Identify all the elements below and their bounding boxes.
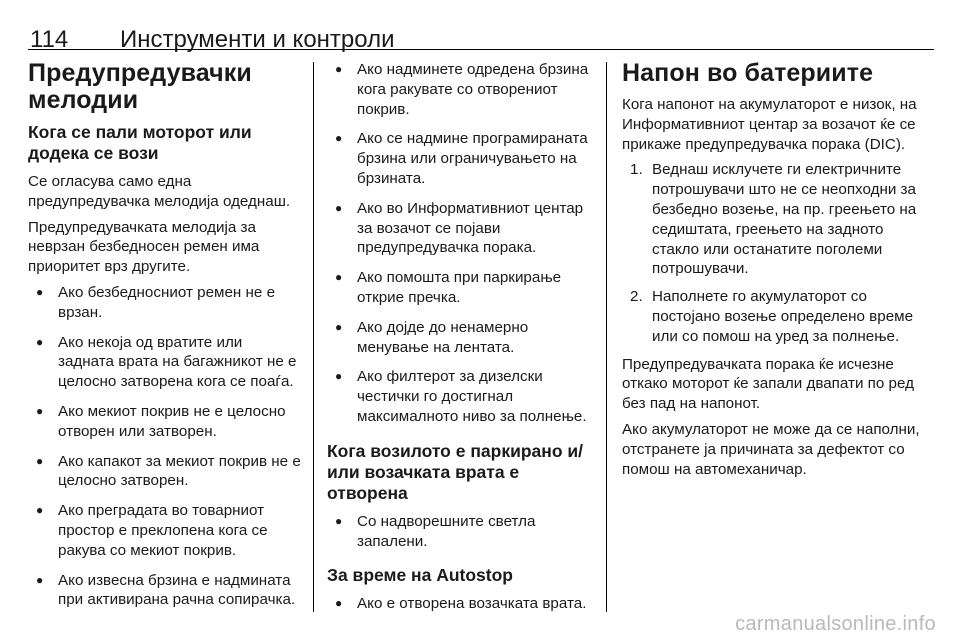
- paragraph: Кога напонот на акумулаторот е низок, на Информативниот центар за возачот ќе се прикаже предупредувачка порака (DIC).: [622, 96, 917, 153]
- list-item: ● Ако капакот за мекиот покрив не е целосно затворен.: [28, 452, 302, 492]
- subheading-parked: Кога возилото е паркирано и/или возачката врата е отворена: [327, 440, 583, 503]
- list-item: ● Ако помошта при паркирање открие пречка.: [327, 268, 595, 308]
- paragraph: Предупредувачката мелодија за неврзан безбедносен ремен има приоритет врз другите.: [28, 218, 260, 276]
- list-item: ● Ако се надмине програмираната брзина или ограничувањето на брзината.: [327, 129, 595, 188]
- list-item: ● Ако дојде до ненамерно менување на лентата.: [327, 318, 595, 358]
- chapter-title: Инструменти и контроли: [120, 26, 395, 53]
- list-item: ● Ако во Информативниот центар за возачот се појави предупредувачка порака.: [327, 199, 595, 258]
- bullet-list: [327, 594, 595, 614]
- paragraph: Предупредувачката порака ќе исчезне откако моторот ќе запали двапати по ред без пад на напонот.: [622, 355, 914, 413]
- list-item: ● Ако е отворена возачката врата.: [327, 594, 595, 614]
- list-item: ● Ако филтерот за дизелски честички го достигнал максималното ниво за полнење.: [327, 367, 595, 426]
- column-1: [28, 60, 302, 620]
- step-number: 2.: [630, 288, 643, 306]
- header-rule: [28, 49, 934, 50]
- list-item: ● Ако преградата во товарниот простор е преклопена кога се ракува со мекиот покрив.: [28, 501, 302, 560]
- list-item: [628, 160, 934, 279]
- watermark: carmanualsonline.info: [735, 613, 936, 635]
- subheading-autostop: За време на Autostop: [327, 565, 513, 586]
- bullet-list: [327, 60, 595, 427]
- step-number: 1.: [630, 161, 643, 179]
- section-heading-battery-voltage: Напон во батериите: [622, 59, 874, 87]
- list-item: ● Ако безбедносниот ремен не е врзан.: [28, 283, 302, 323]
- column-divider: [606, 62, 607, 612]
- column-3: [622, 60, 934, 485]
- column-2: [327, 60, 595, 624]
- page-number: 114: [30, 26, 69, 53]
- list-item: ● Ако надминете одредена брзина кога ракувате со отворениот покрив.: [327, 60, 595, 119]
- list-item: ● Со надворешните светла запалени.: [327, 512, 595, 552]
- subheading-engine-start: Кога се пали моторот или додека се вози: [28, 122, 252, 163]
- list-item: [628, 287, 934, 346]
- list-item: ● Ако извесна брзина е надмината при активирана рачна сопирачка.: [28, 571, 302, 611]
- paragraph: Се огласува само една предупредувачка мелодија одеднаш.: [28, 173, 291, 210]
- bullet-list: [327, 512, 595, 552]
- step-text: Наполнете го акумулаторот со постојано возење определено време или со помош на уред за полнење.: [652, 288, 914, 345]
- list-item: ● Ако мекиот покрив не е целосно отворен или затворен.: [28, 402, 302, 442]
- bullet-list: [28, 283, 302, 610]
- column-divider: [313, 62, 314, 612]
- numbered-list: [622, 160, 934, 346]
- list-item: ● Ако некоја од вратите или задната врата на багажникот не е целосно затворена кога се поаѓа.: [28, 333, 302, 392]
- paragraph: Ако акумулаторот не може да се наполни, отстранете ја причината за дефектот со помош на автомеханичар.: [622, 420, 920, 478]
- section-heading-warning-chimes: Предупредувачки мелодии: [28, 59, 252, 114]
- step-text: Веднаш исклучете ги електричните потрошувачи што не се неопходни за безбедно возење, на пр. греењето на седиштата, греењето на задното стакло или останатите поголеми потрошувачи.: [652, 161, 917, 278]
